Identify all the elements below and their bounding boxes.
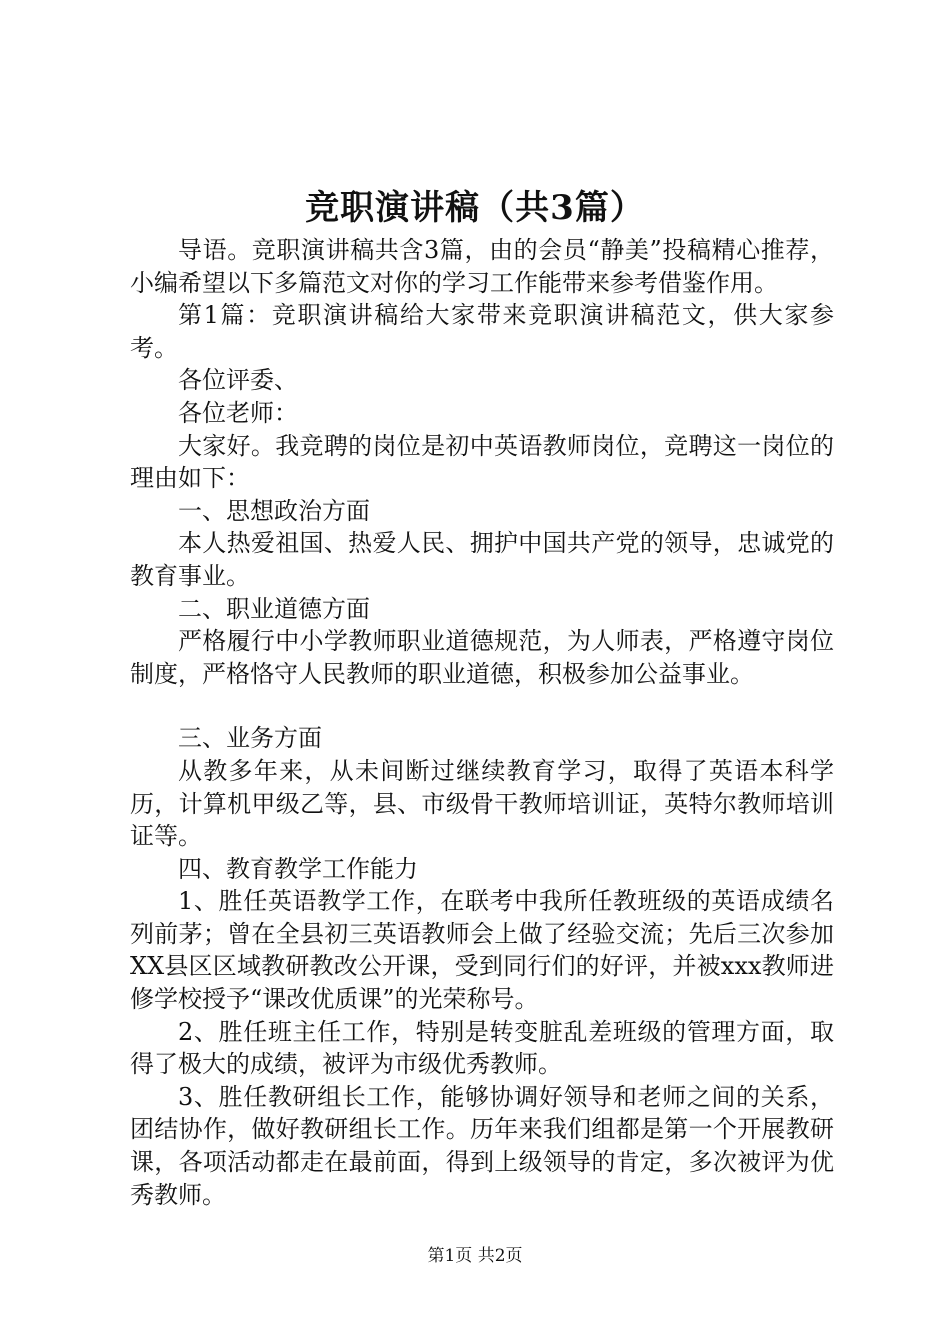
politics-paragraph: 本人热爱祖国、热爱人民、拥护中国共产党的领导，忠诚党的教育事业。 [130,529,834,590]
salutation-teachers: 各位老师： [178,398,298,427]
salutation-judges: 各位评委、 [178,366,298,395]
article-heading-paragraph: 第1篇：竞职演讲稿给大家带来竞职演讲稿范文，供大家参考。 [130,301,834,362]
teaching-item-1: 1、胜任英语教学工作，在联考中我所任教班级的英语成绩名列前茅；曾在全县初三英语教师会上做了经验交流；先后三次参加XX县区区域教研教改公开课，受到同行们的好评，并被xxx教师进修学校授予“课改优质课”的光荣称号。 [130,887,834,1014]
greeting-paragraph: 大家好。我竞聘的岗位是初中英语教师岗位，竞聘这一岗位的理由如下： [130,431,834,493]
teaching-item-3: 3、胜任教研组长工作，能够协调好领导和老师之间的关系，团结协作，做好教研组长工作。历年来我们组都是第一个开展教研课，各项活动都走在最前面，得到上级领导的肯定，多次被评为优秀教师。 [130,1082,834,1209]
section-heading-business: 三、业务方面 [178,724,322,753]
document-title: 竞职演讲稿（共3篇） [305,188,645,228]
ethics-paragraph: 严格履行中小学教师职业道德规范，为人师表，严格遵守岗位制度，严格恪守人民教师的职业道德，积极参加公益事业。 [130,627,834,688]
intro-paragraph: 导语。竞职演讲稿共含3篇，由的会员“静美”投稿精心推荐，小编希望以下多篇范文对你的学习工作能带来参考借鉴作用。 [130,236,834,297]
section-heading-ethics: 二、职业道德方面 [178,594,370,623]
teaching-item-2: 2、胜任班主任工作，特别是转变脏乱差班级的管理方面，取得了极大的成绩，被评为市级优秀教师。 [130,1017,834,1079]
document-body [130,234,834,1211]
section-heading-teaching: 四、教育教学工作能力 [178,854,418,883]
page-footer: 第1页 共2页 [427,1246,523,1266]
section-heading-politics: 一、思想政治方面 [178,496,370,525]
business-paragraph: 从教多年来，从未间断过继续教育学习，取得了英语本科学历，计算机甲级乙等，县、市级骨干教师培训证，英特尔教师培训证等。 [130,756,834,851]
